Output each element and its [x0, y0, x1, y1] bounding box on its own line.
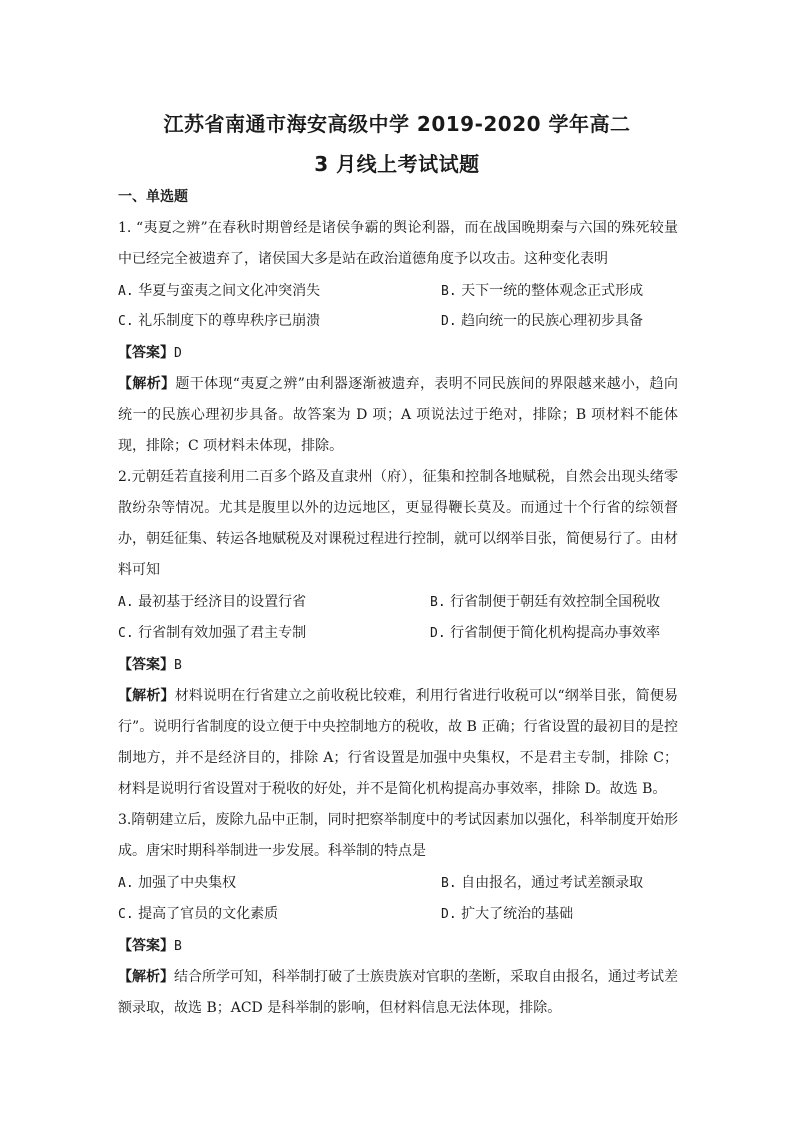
question-1-option-a: A. 华夏与蛮夷之间文化冲突消失 — [118, 283, 321, 299]
document-title-line-2: 3 月线上考试试题 — [314, 152, 480, 176]
question-3-option-b: B. 自由报名，通过考试差额录取 — [441, 875, 644, 891]
question-3-stem: 3.隋朝建立后，废除九品中正制，同时把察举制度中的考试因素加以强化，科举制度开始形成。唐宋时期科举制进一步发展。科举制的特点是 — [118, 812, 678, 859]
question-2-option-d: D. 行省制便于简化机构提高办事效率 — [430, 625, 661, 641]
question-3-answer: 【答案】B — [118, 938, 182, 954]
question-2-option-c: C. 行省制有效加强了君主专制 — [118, 625, 307, 641]
question-3-analysis: 【解析】结合所学可知，科举制打破了士族贵族对官职的垄断，采取自由报名，通过考试差额录取，故选 B；ACD 是科举制的影响，但材料信息无法体现，排除。 — [118, 969, 678, 1016]
question-1-option-c: C. 礼乐制度下的尊卑秩序已崩溃 — [118, 313, 321, 329]
question-2-stem: 2.元朝廷若直接利用二百多个路及直隶州（府），征集和控制各地赋税，自然会出现头绪零散纷杂等情况。尤其是腹里以外的边远地区，更显得鞭长莫及。而通过十个行省的综领督办，朝廷征集、转运各地赋税及对课税过程进行控制，就可以纲举目张，简便易行了。由材料可知 — [118, 469, 678, 578]
section-heading: 一、单选题 — [118, 189, 188, 205]
question-3-option-c: C. 提高了官员的文化素质 — [118, 906, 279, 922]
question-3-option-a: A. 加强了中央集权 — [118, 875, 237, 891]
question-2-option-b: B. 行省制便于朝廷有效控制全国税收 — [430, 594, 661, 610]
question-1-answer: 【答案】D — [118, 345, 182, 361]
question-1-stem: 1. “夷夏之辨”在春秋时期曾经是诸侯争霸的舆论利器，而在战国晚期秦与六国的殊死较量中已经完全被遗弃了，诸侯国大多是站在政治道德角度予以攻击。这种变化表明 — [118, 220, 678, 267]
question-2-answer: 【答案】B — [118, 657, 182, 673]
question-1-analysis: 【解析】题干体现“夷夏之辨”由利器逐渐被遗弃，表明不同民族间的界限越来越小，趋向统一的民族心理初步具备。故答案为 D 项；A 项说法过于绝对，排除；B 项材料不能体现，排除；C 项材料未体现，排除。 — [118, 376, 679, 454]
question-2-analysis: 【解析】材料说明在行省建立之前收税比较难，利用行省进行收税可以“纲举目张，简便易行”。说明行省制度的设立便于中央控制地方的税收，故 B 正确；行省设置的最初目的是控制地方，并不是经济目的，排除 A；行省设置是加强中央集权，不是君主专制，排除 C；材料是说明行省设置对于税收的好处，并不是简化机构提高办事效率，排除 D。故选 B。 — [118, 688, 679, 797]
question-1-option-b: B. 天下一统的整体观念正式形成 — [441, 283, 644, 299]
question-3-option-d: D. 扩大了统治的基础 — [441, 906, 574, 922]
document-title-line-1: 江苏省南通市海安高级中学 2019-2020 学年高二 — [163, 112, 631, 136]
question-1-option-d: D. 趋向统一的民族心理初步具备 — [441, 313, 644, 329]
question-2-option-a: A. 最初基于经济目的设置行省 — [118, 594, 307, 610]
